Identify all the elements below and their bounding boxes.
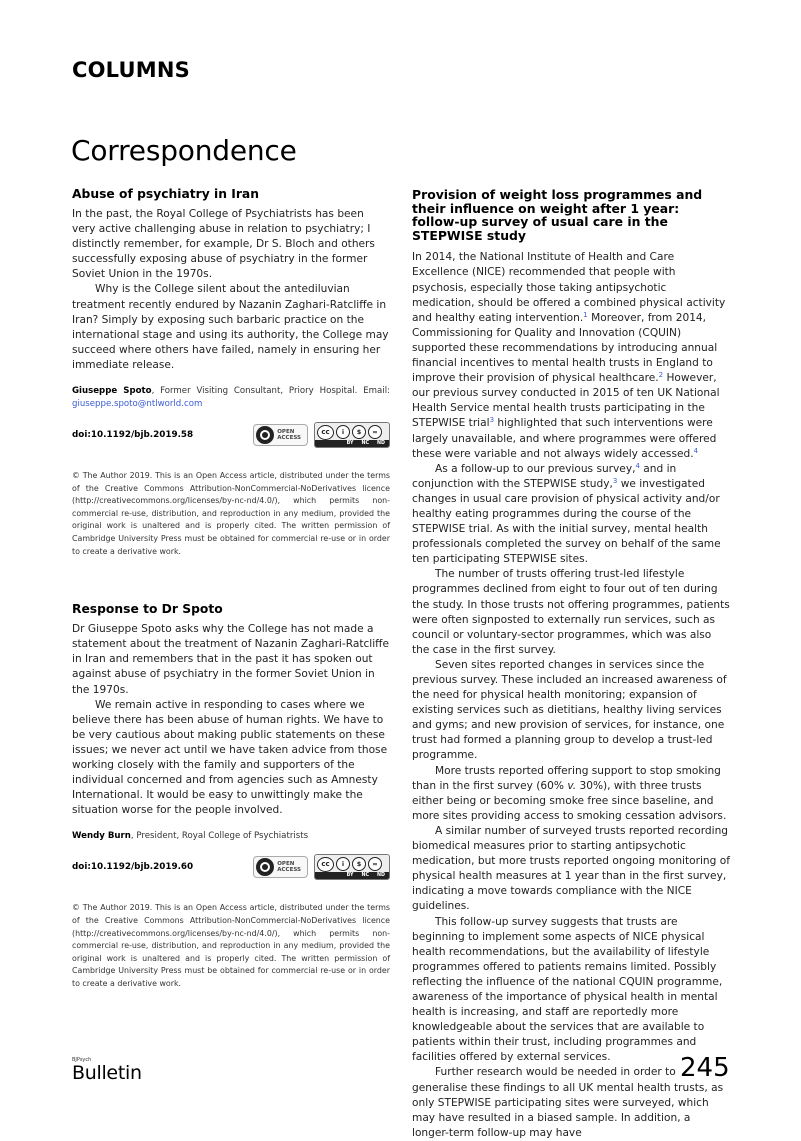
paragraph: In 2014, the National Institute of Health and Care Excellence (NICE) recommended that people with psychosis, especially those taking antipsychotic medication, should be offered a combined physical activity and healthy eating intervention.$^1$ Moreover, from 2014, Commissioning for Quality and Innovation (CQUIN) supported these recommendations by introducing annual financial incentives to mental health trusts in England to improve their provision of physical healthcare.$^2$ However, our previous survey conducted in 2015 of ten UK National Health Service mental health trusts participating in the STEPWISE trial$^3$ highlighted that such interventions were largely unavailable, and where programmes were offered these were variable and not always widely accessed.$^4$ [412,251,726,460]
license-text: © The Author 2019. This is an Open Access article, distributed under the terms of the Creative Commons Attribution-NonCommercial-NoDerivatives licence (http://creativecommons.org/licenses/by-nc-nd/4.0/), which permits non-commercial re-use, distribution, and reproduction in any medium, provided the original work is unaltered and is properly cited. The written permission of Cambridge University Press must be obtained for commercial re-use or in order to create a derivative work. [72,471,390,556]
author-email-link[interactable]: giuseppe.spoto@ntlworld.com [72,399,203,410]
page-number: 245 [680,1053,730,1083]
article-title: Response to Dr Spoto [72,602,223,617]
open-access-badge[interactable] [253,424,308,446]
left-column [72,187,390,991]
article-title: Provision of weight loss programmes and their influence on weight after 1 year: follow-up survey of usual care in the STEPWISE study [412,187,703,243]
author-line [72,830,390,843]
author-name: Wendy Burn [72,831,131,842]
cc-label-by: BY [346,441,354,447]
reference-link[interactable]: 2 [658,371,664,380]
author-line [72,385,390,411]
paragraph: A similar number of surveyed trusts reported recording biomedical measures prior to starting antipsychotic medication, but more trusts reported ongoing monitoring of physical health measures at 1 year than in the first survey, indicating a move towards compliance with the NICE guidelines. [412,824,730,913]
author-affiliation: , President, Royal College of Psychiatrists [130,831,309,842]
right-column [412,188,730,1141]
reference-link[interactable]: 3 [612,476,618,485]
reference-link[interactable]: 3 [489,416,495,425]
author-name: Giuseppe Spoto [72,386,152,397]
doi-link[interactable]: doi:10.1192/bjb.2019.60 [72,862,194,873]
cc-label-nc: NC [361,441,369,447]
license-badges [253,854,390,880]
article-stepwise-survey [412,188,730,1141]
noderivatives-icon: = [368,857,382,871]
paragraph: Further research would be needed in order to generalise these findings to all UK mental health trusts, as only STEPWISE participating sites were surveyed, which may have resulted in a biased sample. In addition, a longer-term follow-up may have [412,1066,724,1139]
article-body [72,622,390,818]
open-access-text: OPEN ACCESS [277,861,301,874]
logo-big-text: Bulletin [72,1062,142,1084]
paragraph: Seven sites reported changes in services since the previous survey. These included an increased awareness of the need for physical health monitoring; expansion of existing services such as dietitians, healthy living services and gyms; and new provision of services, for instance, one trust had formed a planning group to develop a trust-led programme. [412,658,727,762]
paragraph: Dr Giuseppe Spoto asks why the College has not made a statement about the treatment of Nazanin Zaghari-Ratcliffe in Iran and remembers that in the past it has spoken out against abuse of psychiatry in the former Soviet Union in the 1970s. [72,623,389,696]
license-text: © The Author 2019. This is an Open Access article, distributed under the terms of the Creative Commons Attribution-NonCommercial-NoDerivatives licence (http://creativecommons.org/licenses/by-nc-nd/4.0/), which permits non-commercial re-use, distribution, and reproduction in any medium, provided the original work is unaltered and is properly cited. The written permission of Cambridge University Press must be obtained for commercial re-use or in order to create a derivative work. [72,903,390,988]
article-title: Abuse of psychiatry in Iran [72,187,259,201]
article-body [412,250,730,1141]
paragraph: As a follow-up to our previous survey,$^4$ and in conjunction with the STEPWISE study,$^3$ we investigated changes in usual care provision of physical activity and/or healthy eating programmes during the course of the STEPWISE trial. As with the initial survey, mental health professionals completed the survey on behalf of the same ten participating STEPWISE sites. [412,461,721,566]
noderivatives-icon: = [368,425,382,439]
paragraph: This follow-up survey suggests that trusts are beginning to implement some aspects of NICE physical health recommendations, but the availability of lifestyle programmes offered to patients remains limited. Possibly reflecting the influence of the national CQUIN programme, awareness of the importance of physical health in mental health is increasing, and staff are reportedly more knowledgeable about the services that are available to patients within their trust, including programmes and facilities offered by external services. [412,915,723,1064]
paragraph: More trusts reported offering support to stop smoking than in the first survey (60% v. 30%), with three trusts either being or becoming smoke free since baseline, and more sites providing access to smoking cessation advisors. [412,764,727,822]
doi-row [72,853,390,881]
author-affiliation: , Former Visiting Consultant, Priory Hospital. Email: [151,386,390,397]
reference-link[interactable]: 4 [635,461,640,470]
cc-label-nc: NC [361,873,369,879]
cc-icon: cc [317,425,334,440]
reference-link[interactable]: 1 [583,310,588,319]
open-access-text: OPEN ACCESS [277,429,301,442]
cc-label-nd: ND [377,441,385,447]
open-access-badge[interactable] [253,856,308,878]
attribution-icon: i [336,857,350,871]
cc-by-nc-nd-badge[interactable] [314,422,390,448]
noncommercial-icon: $ [352,425,366,439]
logo-small-text: BJPsych [72,1057,92,1063]
cc-by-nc-nd-badge[interactable] [314,854,390,880]
section-label: COLUMNS [72,58,190,82]
paragraph: Why is the College silent about the antediluvian treatment recently endured by Nazanin Zaghari-Ratcliffe in Iran? Simply by exposing such barbaric practice on the international stage and using its authority, the College may succeed where others have failed, namely in ensuring her immediate release. [72,283,389,371]
article-response-to-spoto [72,602,390,990]
article-body [72,207,390,373]
page-title: Correspondence [71,134,297,167]
paragraph: In the past, the Royal College of Psychiatrists has been very active challenging abuse in relation to psychiatry; I distinctly remember, for example, Dr S. Bloch and others successfully exposing abuse of psychiatry in the former Soviet Union in the 1970s. [72,208,375,281]
license-badges [253,422,390,448]
article-abuse-of-psychiatry [72,187,390,558]
open-access-icon [256,858,274,876]
open-access-icon [256,426,274,444]
cc-label-nd: ND [377,873,385,879]
attribution-icon: i [336,425,350,439]
paragraph: We remain active in responding to cases where we believe there has been abuse of human rights. We have to be very cautious about making public statements on these issues; we never act until we have taken advice from those working closely with the family and supporters of the individual concerned and from agencies such as Amnesty International. It would be easy to unwittingly make the situation worse for the people involved. [72,698,388,817]
paragraph: The number of trusts offering trust-led lifestyle programmes declined from eight to four out of ten during the study. In those trusts not offering programmes, patients were often signposted to externally run services, such as council or voluntary-sector programmes, which was also the case in the first survey. [412,568,730,656]
doi-link[interactable]: doi:10.1192/bjb.2019.58 [72,430,194,441]
cc-icon: cc [317,857,334,872]
noncommercial-icon: $ [352,857,366,871]
doi-row [72,421,390,449]
journal-logo [72,1057,142,1083]
cc-label-by: BY [346,873,354,879]
reference-link[interactable]: 4 [693,446,699,455]
